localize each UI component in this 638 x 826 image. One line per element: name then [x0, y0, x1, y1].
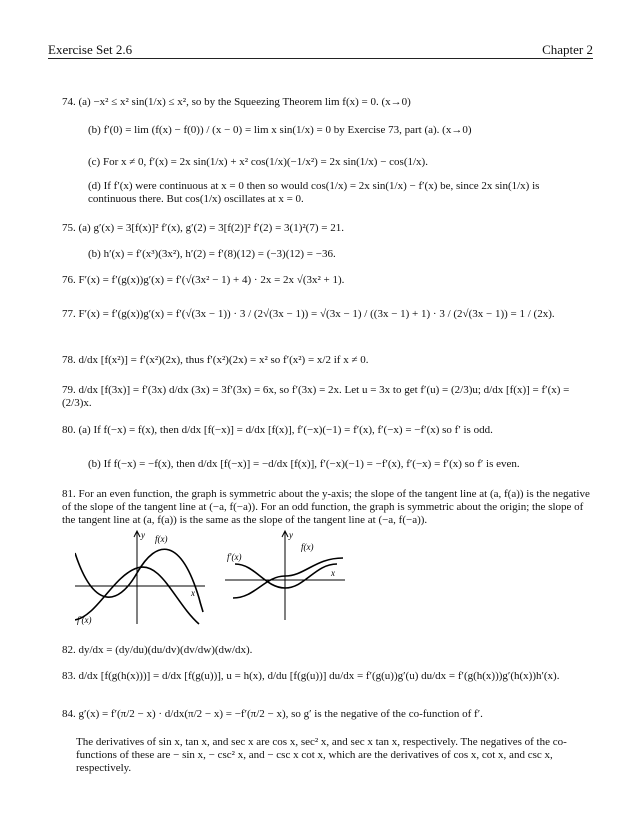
- header-rule: [48, 58, 593, 59]
- f-label: f(x): [301, 542, 314, 552]
- problem-84b: The derivatives of sin x, tan x, and sec x are cos x, sec² x, and sec x tan x, respectively. The negatives of the co-functions of these are − sin x, − csc² x, and − csc x cot x, which are the derivatives of cos x, cot x, and csc x, respectively.: [76, 736, 567, 774]
- problem-83: 83. d/dx [f(g(h(x)))] = d/dx [f(g(u))], u = h(x), d/du [f(g(u))] du/dx = f′(g(u))g′(u) du/dx = f′(g(h(x)))g′(h(x))h′(x).: [62, 670, 560, 682]
- graph-even-function: [75, 528, 210, 628]
- problem-74b: (b) f′(0) = lim (f(x) − f(0)) / (x − 0) = lim x sin(1/x) = 0 by Exercise 73, part (a). (x→0): [88, 124, 472, 136]
- problem-75b: (b) h′(x) = f′(x³)(3x²), h′(2) = f′(8)(12) = (−3)(12) = −36.: [88, 248, 336, 260]
- f-prime-label: f′(x): [77, 615, 92, 625]
- problem-76: 76. F′(x) = f′(g(x))g′(x) = f′(√(3x² − 1) + 4) · 2x = 2x √(3x² + 1).: [62, 274, 345, 286]
- problem-80a: 80. (a) If f(−x) = f(x), then d/dx [f(−x)] = d/dx [f(x)], f′(−x)(−1) = f′(x), f′(−x) = −f′(x) so f′ is odd.: [62, 424, 493, 436]
- problem-74a: 74. (a) −x² ≤ x² sin(1/x) ≤ x², so by the Squeezing Theorem lim f(x) = 0. (x→0): [62, 96, 411, 108]
- x-label: x: [331, 568, 335, 578]
- y-label: y: [289, 530, 293, 540]
- running-header-right: Chapter 2: [542, 42, 593, 57]
- y-label: y: [141, 530, 145, 540]
- problem-74d: (d) If f′(x) were continuous at x = 0 then so would cos(1/x) = 2x sin(1/x) − f′(x) be, since 2x sin(1/x) is continuous there. But cos(1/x) oscillates at x = 0.: [88, 180, 540, 205]
- f-label: f(x): [155, 534, 168, 544]
- x-label: x: [191, 588, 195, 598]
- f-curve: [233, 558, 343, 598]
- problem-75a: 75. (a) g′(x) = 3[f(x)]² f′(x), g′(2) = 3[f(2)]² f′(2) = 3(1)²(7) = 21.: [62, 222, 344, 234]
- problem-77: 77. F′(x) = f′(g(x))g′(x) = f′(√(3x − 1)) · 3 / (2√(3x − 1)) = √(3x − 1) / ((3x − 1) + 1) · 3 / (2√(3x − 1)) = 1 / (2x).: [62, 308, 555, 320]
- problem-78: 78. d/dx [f(x²)] = f′(x²)(2x), thus f′(x²)(2x) = x² so f′(x²) = x/2 if x ≠ 0.: [62, 354, 369, 366]
- graph-odd-function: [225, 528, 350, 623]
- problem-81: 81. For an even function, the graph is symmetric about the y-axis; the slope of the tangent line at (a, f(a)) is the negative of the slope of the tangent line at (−a, f(−a)). For an odd function, the graph is symmetric about the origin; the slope of the tangent line at (a, f(a)) is the same as the slope of the tangent line at (−a, f(−a)).: [62, 488, 590, 526]
- problem-79: 79. d/dx [f(3x)] = f′(3x) d/dx (3x) = 3f′(3x) = 6x, so f′(3x) = 2x. Let u = 3x to get f′(u) = (2/3)u; d/dx [f(x)] = f′(x) = (2/3)x.: [62, 384, 570, 409]
- problem-80b: (b) If f(−x) = −f(x), then d/dx [f(−x)] = −d/dx [f(x)], f′(−x)(−1) = −f′(x), f′(−x) = f′(x) so f′ is even.: [88, 458, 520, 470]
- problem-84a: 84. g′(x) = f′(π/2 − x) · d/dx(π/2 − x) = −f′(π/2 − x), so g′ is the negative of the co-function of f′.: [62, 708, 483, 720]
- f-curve: [75, 549, 203, 612]
- problem-82: 82. dy/dx = (dy/du)(du/dv)(dv/dw)(dw/dx).: [62, 644, 253, 656]
- f-prime-label: f′(x): [227, 552, 242, 562]
- running-header-left: Exercise Set 2.6: [48, 42, 133, 57]
- problem-74c: (c) For x ≠ 0, f′(x) = 2x sin(1/x) + x² cos(1/x)(−1/x²) = 2x sin(1/x) − cos(1/x).: [88, 156, 428, 168]
